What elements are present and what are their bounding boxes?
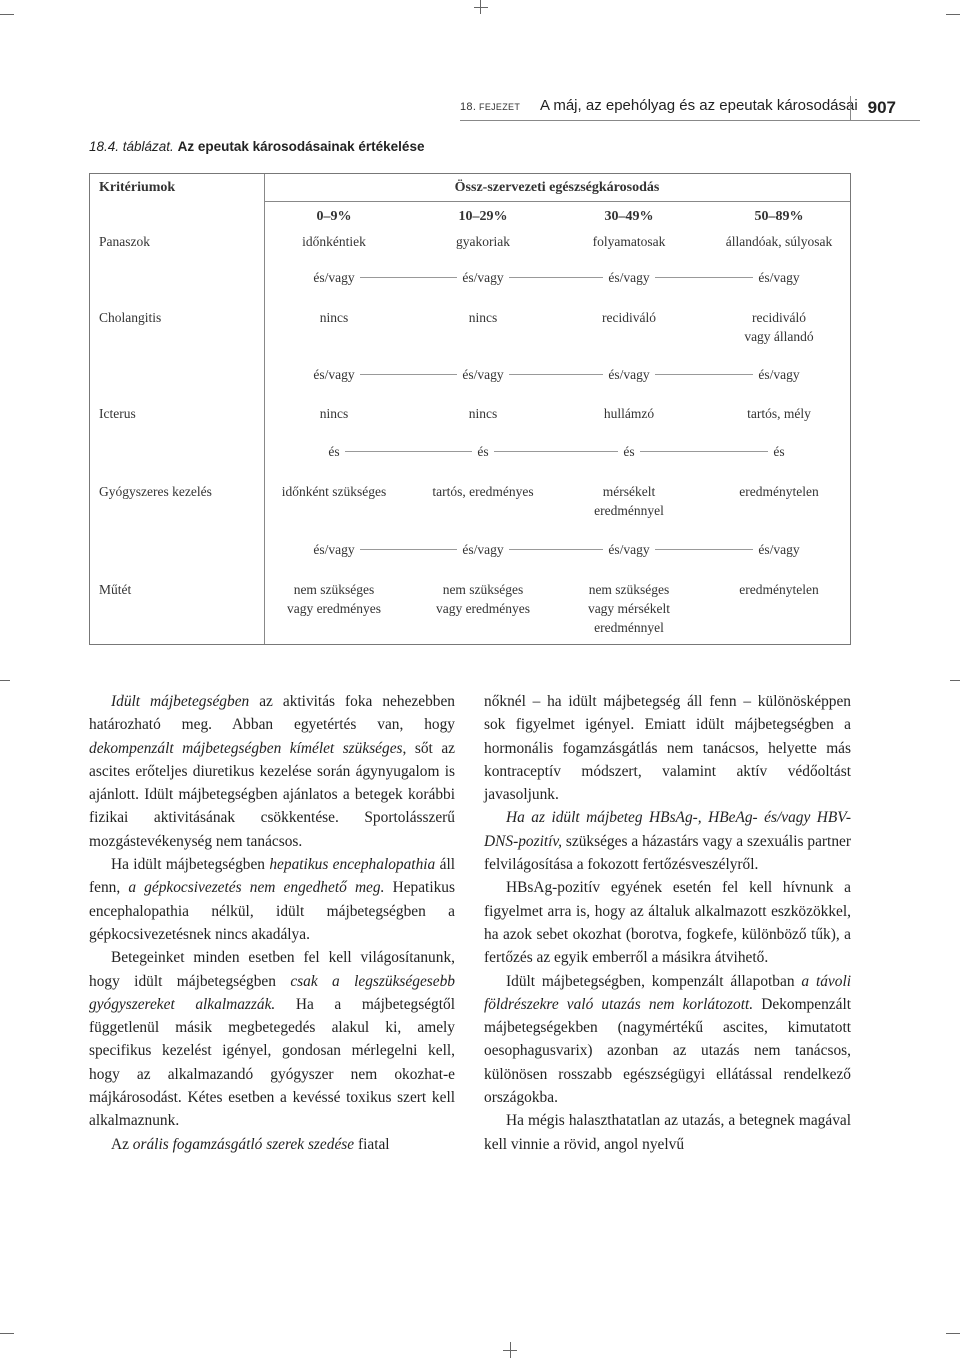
table-cell: nem szükséges vagy eredményes bbox=[435, 582, 531, 616]
crop-mark bbox=[0, 1333, 14, 1334]
paragraph bbox=[484, 876, 851, 969]
italic-text: dekompenzált májbetegségben kímélet szükséges bbox=[89, 739, 403, 757]
table-cell: eredménytelen bbox=[739, 484, 819, 499]
table-cell: időnként szükséges bbox=[281, 484, 387, 499]
running-header bbox=[460, 96, 920, 122]
range-header: 10–29% bbox=[458, 209, 508, 224]
paragraph bbox=[89, 853, 455, 946]
table-cell: nincs bbox=[468, 310, 498, 325]
paragraph bbox=[89, 946, 455, 1132]
table-cell: gyakoriak bbox=[456, 234, 510, 249]
connector-label bbox=[589, 540, 669, 559]
right-column bbox=[484, 690, 851, 1156]
connector-line bbox=[334, 451, 779, 452]
connector-text: és/vagy bbox=[753, 542, 804, 557]
paragraph bbox=[484, 806, 851, 876]
header-rule bbox=[460, 120, 920, 121]
table-cell: eredménytelen bbox=[739, 582, 819, 597]
table-cell: tartós, eredményes bbox=[432, 484, 534, 499]
table-cell: nem szükséges vagy mérsékelt eredménnyel bbox=[587, 582, 671, 635]
row-label: Műtét bbox=[99, 582, 132, 597]
paragraph bbox=[89, 1133, 455, 1156]
text: az aktivitás foka nehezebben határozható meg. Abban egyetértés van, hogy bbox=[89, 693, 455, 734]
connector-line bbox=[334, 374, 779, 375]
text: Ha mégis halaszthatatlan az utazás, a betegnek magával kell vinnie a rövid, angol nyelvű bbox=[484, 1112, 851, 1153]
crop-mark bbox=[0, 680, 10, 681]
connector-label bbox=[739, 442, 819, 461]
table-cell: nincs bbox=[319, 310, 349, 325]
table-number: 18.4. táblázat. bbox=[89, 139, 174, 154]
italic-text: a gépkocsivezetés nem engedhető meg. bbox=[128, 879, 385, 897]
criteria-header: Kritériumok bbox=[99, 180, 176, 195]
italic-text: a távoli földrészekre való utazás nem korlátozott. bbox=[484, 972, 851, 1013]
text: Idült májbetegségben, kompenzált állapotban bbox=[506, 972, 802, 990]
text: áll fenn, bbox=[89, 856, 455, 897]
connector-label bbox=[294, 540, 374, 559]
italic-text: Ha az idült májbeteg HBsAg-, HBeAg- és/vagy HBV-DNS-pozitív, bbox=[484, 809, 851, 850]
chapter-label bbox=[460, 101, 520, 113]
range-header: 0–9% bbox=[316, 209, 352, 224]
connector-text: és/vagy bbox=[603, 542, 654, 557]
connector-label bbox=[294, 268, 374, 287]
connector-label bbox=[294, 365, 374, 384]
text: Hepatikus encephalopathia nélkül, idült májbetegségben a gépkocsivezetésnek nincs akadálya. bbox=[89, 879, 455, 943]
connector-text: és bbox=[323, 444, 344, 459]
text: nőknél – ha idült májbetegség áll fenn – különösképpen sok figyelmet igényel. Emiatt idült májbetegségben a hormonális fogamzásgátlás nem tanácsos, helyette más kontraceptív módszert, valamint aktív védőoltást javasoljunk. bbox=[484, 693, 851, 804]
text: HBsAg-pozitív egyének esetén fel kell hívnunk a figyelmet arra is, hogy az általuk alkalmazott eszközökkel, ha azok sebet okozhat (borotva, fogkefe, különböző tűk), a fertőzés az egyik emberről a másikra átvihető. bbox=[484, 879, 851, 967]
connector-text: és/vagy bbox=[308, 542, 359, 557]
chapter-title: A máj, az epehólyag és az epeutak károsodásai bbox=[540, 97, 858, 114]
evaluation-table bbox=[89, 173, 851, 645]
page-number: 907 bbox=[850, 96, 920, 120]
table-cell: időnkéntiek bbox=[302, 234, 366, 249]
connector-label bbox=[589, 365, 669, 384]
connector-text: és/vagy bbox=[753, 367, 804, 382]
paragraph bbox=[484, 1109, 851, 1156]
table-cell: folyamatosak bbox=[592, 234, 666, 249]
italic-text: Idült májbetegségben bbox=[111, 693, 250, 710]
text: Az bbox=[111, 1135, 133, 1153]
connector-text: és/vagy bbox=[457, 367, 508, 382]
connector-label bbox=[739, 365, 819, 384]
connector-text: és/vagy bbox=[753, 270, 804, 285]
paragraph bbox=[484, 970, 851, 1110]
left-column bbox=[89, 690, 455, 1156]
text: Betegeinket minden esetben fel kell világosítanunk, hogy idült májbetegségben bbox=[89, 949, 455, 990]
connector-label bbox=[443, 540, 523, 559]
table-cell: mérsékelt eredménnyel bbox=[594, 484, 664, 518]
crop-mark bbox=[950, 680, 960, 681]
table-cell: nincs bbox=[319, 406, 349, 421]
text: , sőt az ascites erőteljes diuretikus kezelése során ágynyugalom is ajánlott. Idült májbetegségben ajánlatos a betegek korábbi fizikai aktivitásának csökkentése. Sportolásszerű mozgástevékenység nem tanácsos. bbox=[89, 739, 455, 850]
connector-text: és/vagy bbox=[457, 270, 508, 285]
connector-text: és/vagy bbox=[308, 367, 359, 382]
chapter-word: FEJEZET bbox=[479, 102, 521, 112]
text: Ha idült májbetegségben bbox=[111, 856, 270, 874]
table-cell: hullámzó bbox=[603, 406, 655, 421]
connector-text: és/vagy bbox=[603, 367, 654, 382]
table-caption bbox=[89, 139, 424, 154]
table-cell: nincs bbox=[468, 406, 498, 421]
crop-mark bbox=[503, 1350, 517, 1351]
header-divider bbox=[264, 201, 850, 202]
connector-label bbox=[739, 540, 819, 559]
group-header: Össz-szervezeti egészségkárosodás bbox=[454, 180, 660, 195]
row-label: Panaszok bbox=[99, 234, 150, 249]
connector-text: és bbox=[768, 444, 789, 459]
text: Dekompenzált májbetegségekben (nagymértékű ascites, kimutatott oesophagusvarix) azonban az utazás nem tanácsos, különösen rosszabb egészségügyi ellátással rendelkező országokba. bbox=[484, 995, 851, 1107]
crop-mark bbox=[946, 14, 960, 15]
crop-mark bbox=[0, 14, 14, 15]
text: Ha a májbetegségtől függetlenül másik megbetegedés alakul ki, amely specifikus kezelést igényel, gondosan mérlegelni kell, hogy az alkalmazandó gyógyszer nem okozhat-e májkárosodást. Kétes esetben a kevéssé toxikus szert kell alkalmaznunk. bbox=[89, 995, 455, 1130]
connector-label bbox=[589, 442, 669, 461]
italic-text: orális fogamzásgátló szerek szedése bbox=[132, 1135, 355, 1153]
connector-text: és bbox=[618, 444, 639, 459]
range-header: 30–49% bbox=[604, 209, 654, 224]
connector-text: és/vagy bbox=[457, 542, 508, 557]
table-cell: recidiváló vagy állandó bbox=[744, 310, 814, 344]
chapter-number: 18. bbox=[460, 101, 477, 113]
connector-text: és/vagy bbox=[603, 270, 654, 285]
italic-text: hepatikus encephalopathia bbox=[269, 856, 436, 874]
connector-line bbox=[334, 277, 779, 278]
connector-label bbox=[443, 268, 523, 287]
table-title: Az epeutak károsodásainak értékelése bbox=[177, 139, 425, 154]
paragraph bbox=[89, 690, 455, 853]
crop-mark bbox=[946, 1333, 960, 1334]
row-label: Icterus bbox=[99, 406, 136, 421]
range-header: 50–89% bbox=[754, 209, 804, 224]
connector-label bbox=[739, 268, 819, 287]
connector-label bbox=[443, 365, 523, 384]
table-cell: tartós, mély bbox=[747, 406, 811, 421]
table-cell: recidiváló bbox=[602, 310, 656, 325]
crop-mark bbox=[474, 7, 488, 8]
paragraph bbox=[484, 690, 851, 806]
table-cell: nem szükséges vagy eredményes bbox=[286, 582, 382, 616]
connector-label bbox=[443, 442, 523, 461]
row-label: Gyógyszeres kezelés bbox=[99, 484, 212, 499]
italic-text: csak a legszükségesebb gyógyszereket alkalmazzák. bbox=[89, 972, 455, 1013]
connector-text: és bbox=[472, 444, 493, 459]
table-cell: állandóak, súlyosak bbox=[725, 234, 833, 249]
connector-line bbox=[334, 549, 779, 550]
text: szükséges a házastárs vagy a szexuális partner felvilágosítása a fokozott fertőzésveszélyről. bbox=[484, 832, 851, 874]
row-label: Cholangitis bbox=[99, 310, 162, 325]
connector-label bbox=[589, 268, 669, 287]
connector-text: és/vagy bbox=[308, 270, 359, 285]
text: fiatal bbox=[354, 1135, 390, 1153]
connector-label bbox=[294, 442, 374, 461]
